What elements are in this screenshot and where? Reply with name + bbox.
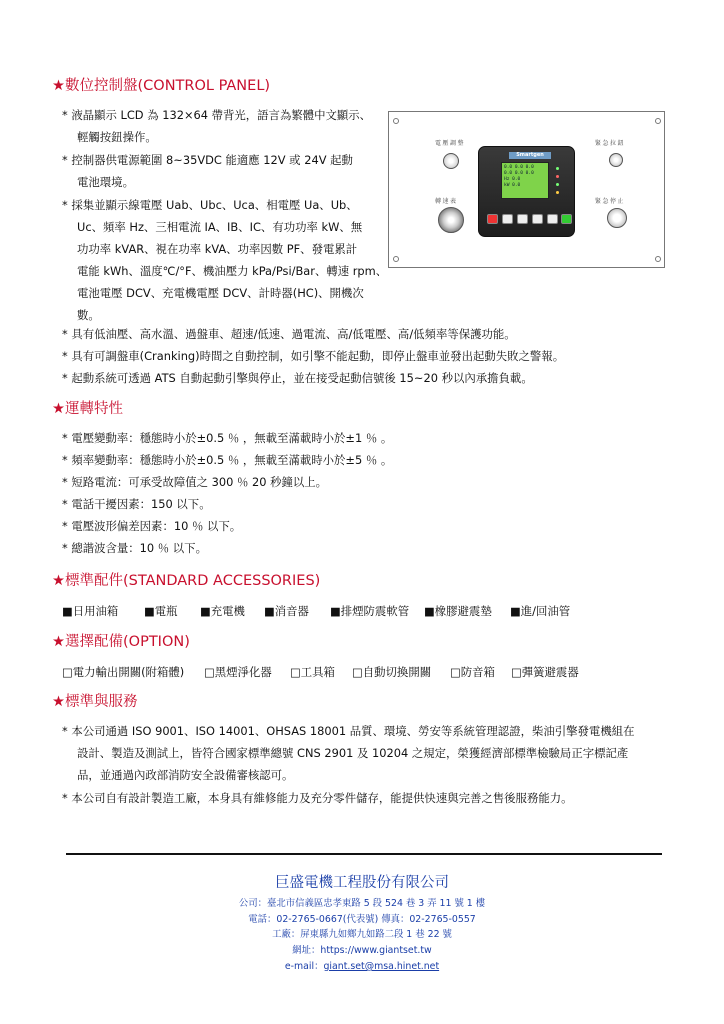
standard-item: ■充電機 (200, 604, 245, 618)
standard-items-row (62, 603, 570, 619)
email-label: e-mail： (284, 961, 324, 972)
service-line-4: * 本公司自有設計製造工廠，本身具有維修能力及充分零件儲存，能提供快速與完善之售後服務能力。 (62, 791, 573, 805)
controller-brand: Smartgen (509, 152, 551, 159)
emergency-stop-button-icon (607, 208, 627, 228)
test-button[interactable] (532, 214, 543, 224)
control-panel-line-2: 輕觸按鈕操作。 (77, 130, 157, 144)
status-led-icon (556, 191, 559, 194)
control-panel-line-6: Uc、頻率 Hz、三相電流 IA、IB、IC、有功功率 kW、無 (77, 220, 363, 234)
section-title-control-panel: ★數位控制盤(CONTROL PANEL) (52, 78, 271, 94)
section-title-operation: ★運轉特性 (52, 401, 123, 417)
standard-item: ■排煙防震軟管 (330, 604, 410, 618)
operation-line-2: * 頻率變動率：穩態時小於±0.5 ％ ，無載至滿載時小於±5 ％ 。 (62, 453, 393, 467)
control-panel-line-7: 功功率 kVAR、視在功率 kVA、功率因數 PF、發電累計 (77, 242, 358, 256)
standard-item: ■消音器 (264, 604, 309, 618)
menu-button[interactable] (547, 214, 558, 224)
section-title-standard: ★標準配件(STANDARD ACCESSORIES) (52, 573, 321, 589)
standard-item: ■電瓶 (144, 604, 178, 618)
meter-label: 轉速表 (435, 198, 458, 205)
screw-icon (393, 256, 399, 262)
operation-line-6: * 總諧波含量：10 ％ 以下。 (62, 541, 207, 555)
operation-line-3: * 短路電流：可承受故障值之 300 ％ 20 秒鐘以上。 (62, 475, 328, 489)
service-line-1: * 本公司通過 ISO 9001、ISO 14001、OHSAS 18001 品質、環境、勞安等系統管理認證，柴油引擎發電機組在 (62, 724, 635, 738)
emergency-lamp-label: 緊急拉鈕 (595, 140, 626, 147)
operation-line-5: * 電壓波形偏差因素：10 ％ 以下。 (62, 519, 242, 533)
control-panel-line-4: 電池環境。 (77, 175, 134, 189)
lcd-line: 0.0 0.0 0.0 (504, 165, 534, 170)
stop-button[interactable] (487, 214, 498, 224)
controller-unit (478, 146, 575, 237)
option-item: □工具箱 (290, 665, 335, 679)
screw-icon (655, 118, 661, 124)
screw-icon (655, 256, 661, 262)
company-name: 巨盛電機工程股份有限公司 (275, 875, 449, 891)
meter-dial-icon (438, 207, 464, 233)
lcd-line: kW 0.0 (504, 183, 521, 188)
operation-line-4: * 電話干擾因素：150 以下。 (62, 497, 211, 511)
section-title-option: ★選擇配備(OPTION) (52, 634, 190, 650)
operation-line-1: * 電壓變動率：穩態時小於±0.5 ％ ，無載至滿載時小於±1 ％ 。 (62, 431, 393, 445)
email-link[interactable]: giant.set@msa.hinet.net (323, 961, 440, 972)
company-phone: 電話：02-2765-0667(代表號) 傳真：02-2765-0557 (248, 914, 476, 925)
option-item: □黑煙淨化器 (204, 665, 272, 679)
control-panel-line-10: 數。 (77, 308, 100, 322)
option-item: □自動切換開關 (352, 665, 432, 679)
voltage-adjust-label: 電壓調整 (435, 140, 466, 147)
standard-item: ■橡膠避震墊 (424, 604, 492, 618)
service-line-3: 品，並通過內政部消防安全設備審核認可。 (77, 768, 294, 782)
control-panel-line-5: * 採集並顯示線電壓 Uab、Ubc、Uca、相電壓 Ua、Ub、 (62, 198, 358, 212)
control-panel-figure (388, 111, 665, 268)
service-line-2: 設計、製造及測試上，皆符合國家標準總號 CNS 2901 及 10204 之規定，榮獲經濟部標準檢驗局正字標記產 (77, 746, 629, 760)
controller-lcd (501, 162, 549, 199)
control-panel-line-12: * 具有可調盤車(Cranking)時間之自動控制，如引擎不能起動，即停止盤車並發出起動失敗之警報。 (62, 349, 565, 363)
control-panel-line-11: * 具有低油壓、高水溫、過盤車、超速/低速、過電流、高/低電壓、高/低頻率等保護功能。 (62, 327, 516, 341)
manual-button[interactable] (502, 214, 513, 224)
option-items-row (62, 664, 579, 680)
factory-address: 工廠：屏東縣九如鄉九如路二段 1 巷 22 號 (272, 929, 452, 940)
section-title-service: ★標準與服務 (52, 694, 138, 710)
screw-icon (393, 118, 399, 124)
voltage-adjust-knob-icon (443, 153, 459, 169)
email-line (0, 958, 724, 972)
auto-button[interactable] (517, 214, 528, 224)
lcd-line: 0.0 0.0 0.0 (504, 171, 534, 176)
footer-divider (66, 853, 662, 855)
company-address: 公司：臺北市信義區忠孝東路 5 段 524 巷 3 弄 11 號 1 樓 (238, 898, 486, 909)
lcd-line: Hz 0.0 (504, 177, 521, 182)
option-item: □電力輸出開關(附箱體) (62, 665, 185, 679)
standard-item: ■進/回油管 (510, 604, 571, 618)
emergency-key-icon (609, 153, 623, 167)
control-panel-line-3: * 控制器供電源範圍 8~35VDC 能適應 12V 或 24V 起動 (62, 153, 353, 167)
standard-item: ■日用油箱 (62, 604, 119, 618)
start-button[interactable] (561, 214, 572, 224)
status-led-icon (556, 175, 559, 178)
control-panel-line-8: 電能 kWh、溫度℃/°F、機油壓力 kPa/Psi/Bar、轉速 rpm、 (77, 264, 388, 278)
emergency-stop-label: 緊急停止 (595, 198, 626, 205)
website: 網址：https://www.giantset.tw (292, 945, 432, 956)
option-item: □防音箱 (450, 665, 495, 679)
control-panel-line-9: 電池電壓 DCV、充電機電壓 DCV、計時器(HC)、開機次 (77, 286, 364, 300)
status-led-icon (556, 167, 559, 170)
status-led-icon (556, 183, 559, 186)
control-panel-line-13: * 起動系統可透過 ATS 自動起動引擎與停止，並在接受起動信號後 15~20 秒以內承擔負載。 (62, 371, 533, 385)
control-panel-line-1: * 液晶顯示 LCD 為 132×64 帶背光，語言為繁體中文顯示、 (62, 108, 372, 122)
option-item: □彈簧避震器 (511, 665, 579, 679)
